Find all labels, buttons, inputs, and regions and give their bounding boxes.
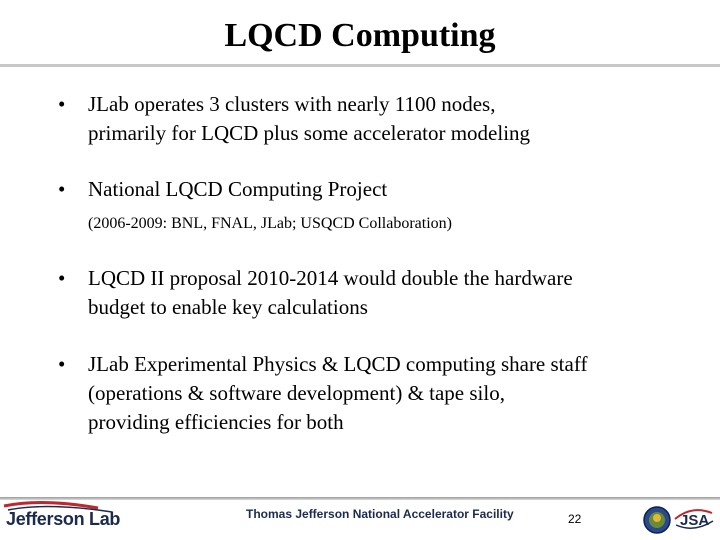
jefferson-lab-logo xyxy=(2,500,122,538)
bullet-line: (operations & software development) & tape silo, xyxy=(88,381,505,405)
bullet-marker: • xyxy=(58,177,66,201)
bullet-marker: • xyxy=(58,352,66,376)
bullet-line: budget to enable key calculations xyxy=(88,295,368,319)
doe-seal-icon xyxy=(642,505,672,535)
bullet-marker: • xyxy=(58,92,66,116)
jsa-logo-text: JSA xyxy=(680,512,710,529)
slide-title: LQCD Computing xyxy=(224,17,496,54)
bullet-line: LQCD II proposal 2010-2014 would double the hardware xyxy=(88,266,573,290)
facility-name: Thomas Jefferson National Accelerator Facility xyxy=(246,507,514,521)
bullet-line: primarily for LQCD plus some accelerator modeling xyxy=(88,121,531,145)
page-number: 22 xyxy=(568,512,582,526)
bullet-item xyxy=(58,350,698,437)
bullet-text xyxy=(88,264,698,322)
bullet-line: JLab Experimental Physics & LQCD computing share staff xyxy=(88,352,588,376)
bullet-item xyxy=(58,90,698,148)
lab-name: Jefferson Lab xyxy=(6,509,121,529)
jsa-logo-icon xyxy=(672,503,716,535)
bullet-line: National LQCD Computing Project xyxy=(88,177,388,201)
bullet-line: JLab operates 3 clusters with nearly 1100 nodes, xyxy=(88,92,496,116)
bullet-text xyxy=(88,175,698,235)
bullet-line: providing efficiencies for both xyxy=(88,410,344,434)
bullet-item xyxy=(58,175,698,235)
bullet-text xyxy=(88,90,698,148)
bullet-marker: • xyxy=(58,266,66,290)
title-divider xyxy=(0,64,720,67)
bullet-text xyxy=(88,350,698,437)
bullet-item xyxy=(58,264,698,322)
bullet-subtext: (2006-2009: BNL, FNAL, JLab; USQCD Collaboration) xyxy=(88,215,452,232)
